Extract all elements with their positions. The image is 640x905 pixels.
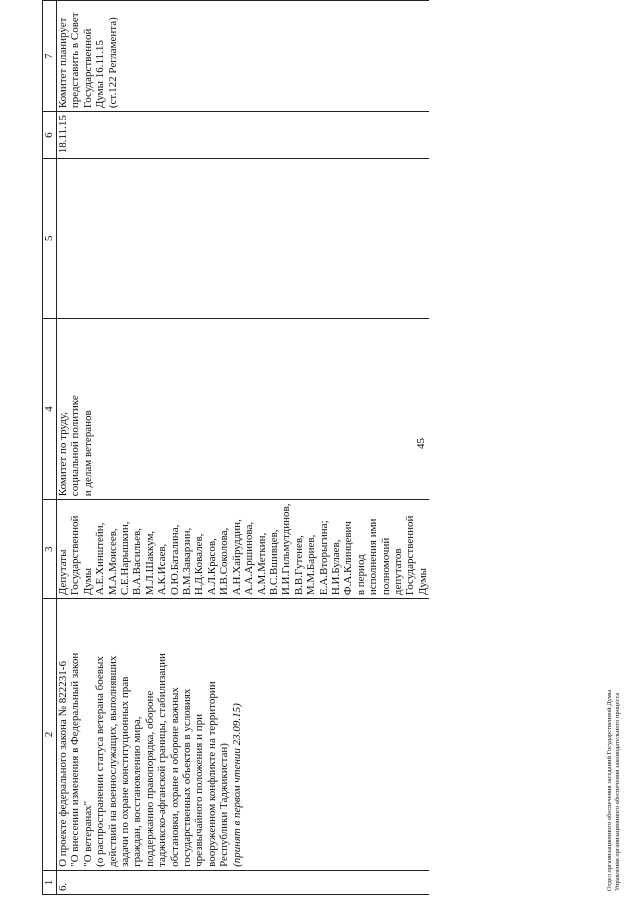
footer-line: Отдел организационного обеспечения заседаний Государственной Думы xyxy=(606,689,613,891)
author-line: А.К.Исаев, xyxy=(156,543,169,596)
author-line: Ф.А.Клинцевич xyxy=(342,521,355,596)
date-cell: 18.11.15 xyxy=(57,112,430,159)
bill-line: вооруженном конфликте на территории xyxy=(205,681,218,867)
author-line: С.Е.Нарышкин, xyxy=(119,521,132,596)
footer xyxy=(606,690,622,891)
author-line: А.А.Аршинова, xyxy=(243,521,256,596)
header-col-3: 3 xyxy=(43,500,57,599)
bill-line: "О ветеранах" xyxy=(81,800,94,867)
bill-line: задачи по охране конституционных прав xyxy=(119,676,132,867)
bill-line: "О внесении изменения в Федеральный закон xyxy=(69,652,82,867)
table-row xyxy=(57,1,430,895)
bill-line: Республики Таджикистан) xyxy=(218,743,231,867)
author-line: В.С.Вшивцев, xyxy=(267,529,280,596)
bill-line: О проекте федерального закона № 822231-6 xyxy=(57,661,69,867)
bill-line: граждан, восстановлению мира, xyxy=(131,716,144,867)
author-line: исполнения ими xyxy=(367,518,380,596)
author-line: Государственной xyxy=(404,515,417,596)
committee-line: социальной политике xyxy=(69,395,82,497)
bill-first-reading-note: (принят в первом чтении 23.09.15) xyxy=(230,703,243,867)
header-col-4: 4 xyxy=(43,318,57,499)
committee-line: и делам ветеранов xyxy=(81,410,94,497)
bill-line: таджикско-афганской границы, стабилизации xyxy=(156,653,169,867)
header-col-6: 6 xyxy=(43,112,57,159)
header-col-5: 5 xyxy=(43,158,57,318)
note-line: представить в Совет xyxy=(69,12,82,109)
bill-line: поддержанию правопорядка, обороне xyxy=(143,690,156,867)
bill-line: (о распространении статуса ветерана боевых xyxy=(94,656,107,867)
author-line: В.А.Васильев, xyxy=(131,528,144,596)
author-line: И.И.Гильмутдинов, xyxy=(280,503,293,596)
author-line: Думы xyxy=(416,567,429,596)
bill-line: действий на военнослужащих, выполнявших xyxy=(106,655,119,867)
header-col-7: 7 xyxy=(43,1,57,112)
footer-line: Управления организационного обеспечения законодательного процесса xyxy=(614,692,621,891)
author-line: А.Е.Хинштейн, xyxy=(94,522,107,596)
author-line: Н.И.Булаев, xyxy=(329,539,342,596)
bill-line: чрезвычайного положения и при xyxy=(193,713,206,867)
author-line: Депутаты xyxy=(57,549,69,596)
author-line: В.В.Гутенев, xyxy=(292,535,305,596)
author-line: Думы xyxy=(81,567,94,596)
table-header-row xyxy=(43,1,57,895)
bill-line: обстановки, охране и обороне важных xyxy=(168,687,181,867)
header-col-1: 1 xyxy=(43,870,57,894)
note-line: Комитет планирует xyxy=(57,17,69,109)
bills-table xyxy=(42,0,429,895)
author-line: в период xyxy=(354,554,367,596)
bill-description xyxy=(57,599,430,871)
author-line: В.М.Заварзин, xyxy=(181,527,194,596)
author-line: Н.Д.Ковалев, xyxy=(193,533,206,596)
author-line: М.М.Бариев, xyxy=(305,534,318,596)
author-line: полномочий xyxy=(379,537,392,596)
author-line: М.А.Моисеев, xyxy=(106,528,119,596)
responsible-committee xyxy=(57,318,430,499)
author-line: депутатов xyxy=(391,548,404,596)
author-line: А.Н.Хайруддин, xyxy=(230,519,243,596)
author-line: А.Л.Красов, xyxy=(205,538,218,596)
author-line: Е.А.Вторыгина; xyxy=(317,520,330,596)
row-number: 6. xyxy=(57,870,430,894)
note-line: (ст.122 Регламента) xyxy=(106,17,119,109)
page-number: 45 xyxy=(415,438,427,449)
author-line: А.М.Меткин, xyxy=(255,532,268,596)
author-line: Государственной xyxy=(69,515,82,596)
col5-cell xyxy=(57,158,430,318)
note-line: Государственной xyxy=(81,28,94,109)
author-line: И.В.Соколова, xyxy=(218,527,231,596)
note-line: Думы 16.11.15 xyxy=(94,40,107,109)
note-cell xyxy=(57,1,430,112)
author-line: О.Ю.Баталина, xyxy=(168,524,181,596)
header-col-2: 2 xyxy=(43,599,57,871)
bill-line: государственных объектов в условиях xyxy=(181,688,194,867)
author-line: М.Л.Шаккум, xyxy=(143,530,156,596)
committee-line: Комитет по труду, xyxy=(57,412,69,497)
bill-authors xyxy=(57,500,430,599)
